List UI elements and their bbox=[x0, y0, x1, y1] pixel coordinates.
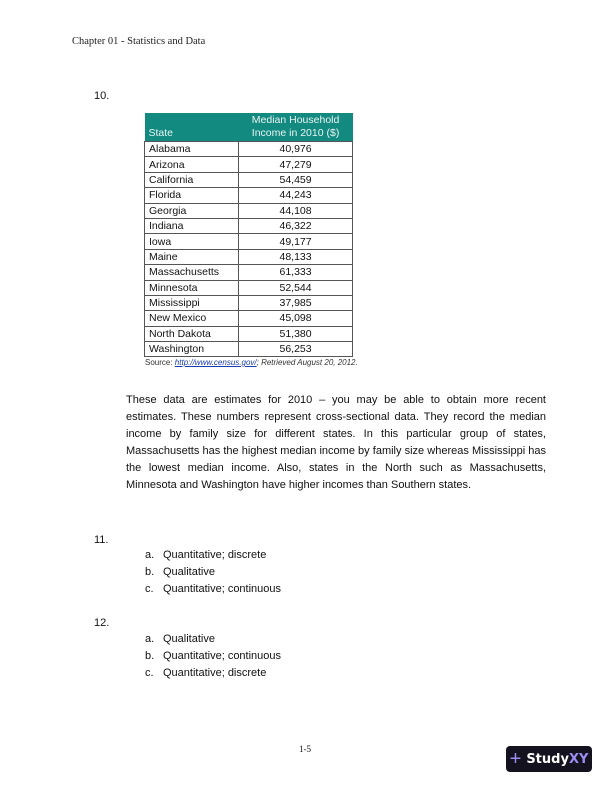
header-income-line1: Median Household bbox=[251, 114, 340, 126]
income-cell: 61,333 bbox=[239, 265, 353, 280]
plus-icon: + bbox=[509, 748, 522, 770]
table-row bbox=[145, 172, 353, 187]
state-cell: Washington bbox=[145, 342, 239, 357]
table-row bbox=[145, 234, 353, 249]
table-row bbox=[145, 265, 353, 280]
item-text: Quantitative; continuous bbox=[163, 583, 282, 595]
state-cell: Florida bbox=[145, 188, 239, 203]
question-12-list bbox=[145, 631, 281, 682]
studyxy-badge[interactable] bbox=[506, 746, 592, 772]
badge-text bbox=[526, 752, 588, 767]
list-item bbox=[145, 581, 281, 598]
table-source bbox=[145, 358, 358, 367]
income-table bbox=[144, 113, 353, 357]
income-cell: 45,098 bbox=[239, 311, 353, 326]
table-row bbox=[145, 326, 353, 341]
item-letter: a. bbox=[145, 549, 155, 561]
state-cell: California bbox=[145, 172, 239, 187]
list-item bbox=[145, 631, 281, 648]
state-cell: New Mexico bbox=[145, 311, 239, 326]
question-11-number: 11. bbox=[94, 534, 109, 546]
answer-paragraph: These data are estimates for 2010 – you may be able to obtain more recent estimates. These numbers represent cross-sectional data. They record the median income by family size for different states. In this particular group of states, Massachusetts has the highest median income by family size whereas Mississippi has the lowest median income. Also, states in the North such as Massachusetts, Minnesota and Washington have higher incomes than Southern states. bbox=[126, 394, 546, 491]
item-text: Qualitative bbox=[163, 633, 215, 645]
header-income bbox=[239, 113, 353, 142]
income-cell: 54,459 bbox=[239, 172, 353, 187]
item-letter: a. bbox=[145, 633, 155, 645]
table-row bbox=[145, 142, 353, 157]
state-cell: Georgia bbox=[145, 203, 239, 218]
item-letter: c. bbox=[145, 583, 154, 595]
table-row bbox=[145, 188, 353, 203]
income-cell: 56,253 bbox=[239, 342, 353, 357]
state-cell: Arizona bbox=[145, 157, 239, 172]
income-cell: 48,133 bbox=[239, 249, 353, 264]
item-letter: c. bbox=[145, 667, 154, 679]
list-item bbox=[145, 665, 281, 682]
table-row bbox=[145, 311, 353, 326]
list-item bbox=[145, 547, 281, 564]
source-link[interactable]: http://www.census.gov/ bbox=[174, 358, 257, 367]
state-cell: Minnesota bbox=[145, 280, 239, 295]
question-11-list bbox=[145, 547, 281, 598]
table-row bbox=[145, 203, 353, 218]
state-cell: Alabama bbox=[145, 142, 239, 157]
table-row bbox=[145, 342, 353, 357]
item-text: Qualitative bbox=[163, 566, 215, 578]
income-cell: 47,279 bbox=[239, 157, 353, 172]
income-cell: 44,243 bbox=[239, 188, 353, 203]
table-header-row bbox=[145, 113, 353, 142]
item-text: Quantitative; discrete bbox=[163, 667, 267, 679]
item-text: Quantitative; discrete bbox=[163, 549, 267, 561]
badge-text-accent: XY bbox=[568, 751, 589, 767]
item-text: Quantitative; continuous bbox=[163, 650, 282, 662]
table-row bbox=[145, 295, 353, 310]
badge-text-main: Study bbox=[526, 751, 569, 767]
state-cell: North Dakota bbox=[145, 326, 239, 341]
header-state: State bbox=[145, 113, 239, 142]
table-row bbox=[145, 218, 353, 233]
page-header: Chapter 01 - Statistics and Data bbox=[72, 36, 206, 47]
table-row bbox=[145, 249, 353, 264]
source-label: Source: bbox=[145, 358, 175, 367]
source-retrieved: ; Retrieved August 20, 2012. bbox=[256, 358, 358, 367]
income-cell: 52,544 bbox=[239, 280, 353, 295]
state-cell: Mississippi bbox=[145, 295, 239, 310]
question-10-number: 10. bbox=[94, 90, 110, 102]
state-cell: Massachusetts bbox=[145, 265, 239, 280]
list-item bbox=[145, 564, 281, 581]
state-cell: Iowa bbox=[145, 234, 239, 249]
income-cell: 44,108 bbox=[239, 203, 353, 218]
income-cell: 46,322 bbox=[239, 218, 353, 233]
page-number: 1-5 bbox=[299, 744, 311, 754]
table-row bbox=[145, 157, 353, 172]
list-item bbox=[145, 648, 281, 665]
income-cell: 40,976 bbox=[239, 142, 353, 157]
income-cell: 37,985 bbox=[239, 295, 353, 310]
state-cell: Maine bbox=[145, 249, 239, 264]
header-income-line2: Income in 2010 ($) bbox=[251, 127, 340, 139]
item-letter: b. bbox=[145, 650, 155, 662]
income-cell: 49,177 bbox=[239, 234, 353, 249]
item-letter: b. bbox=[145, 566, 155, 578]
table-row bbox=[145, 280, 353, 295]
income-cell: 51,380 bbox=[239, 326, 353, 341]
question-12-number: 12. bbox=[94, 617, 110, 629]
state-cell: Indiana bbox=[145, 218, 239, 233]
